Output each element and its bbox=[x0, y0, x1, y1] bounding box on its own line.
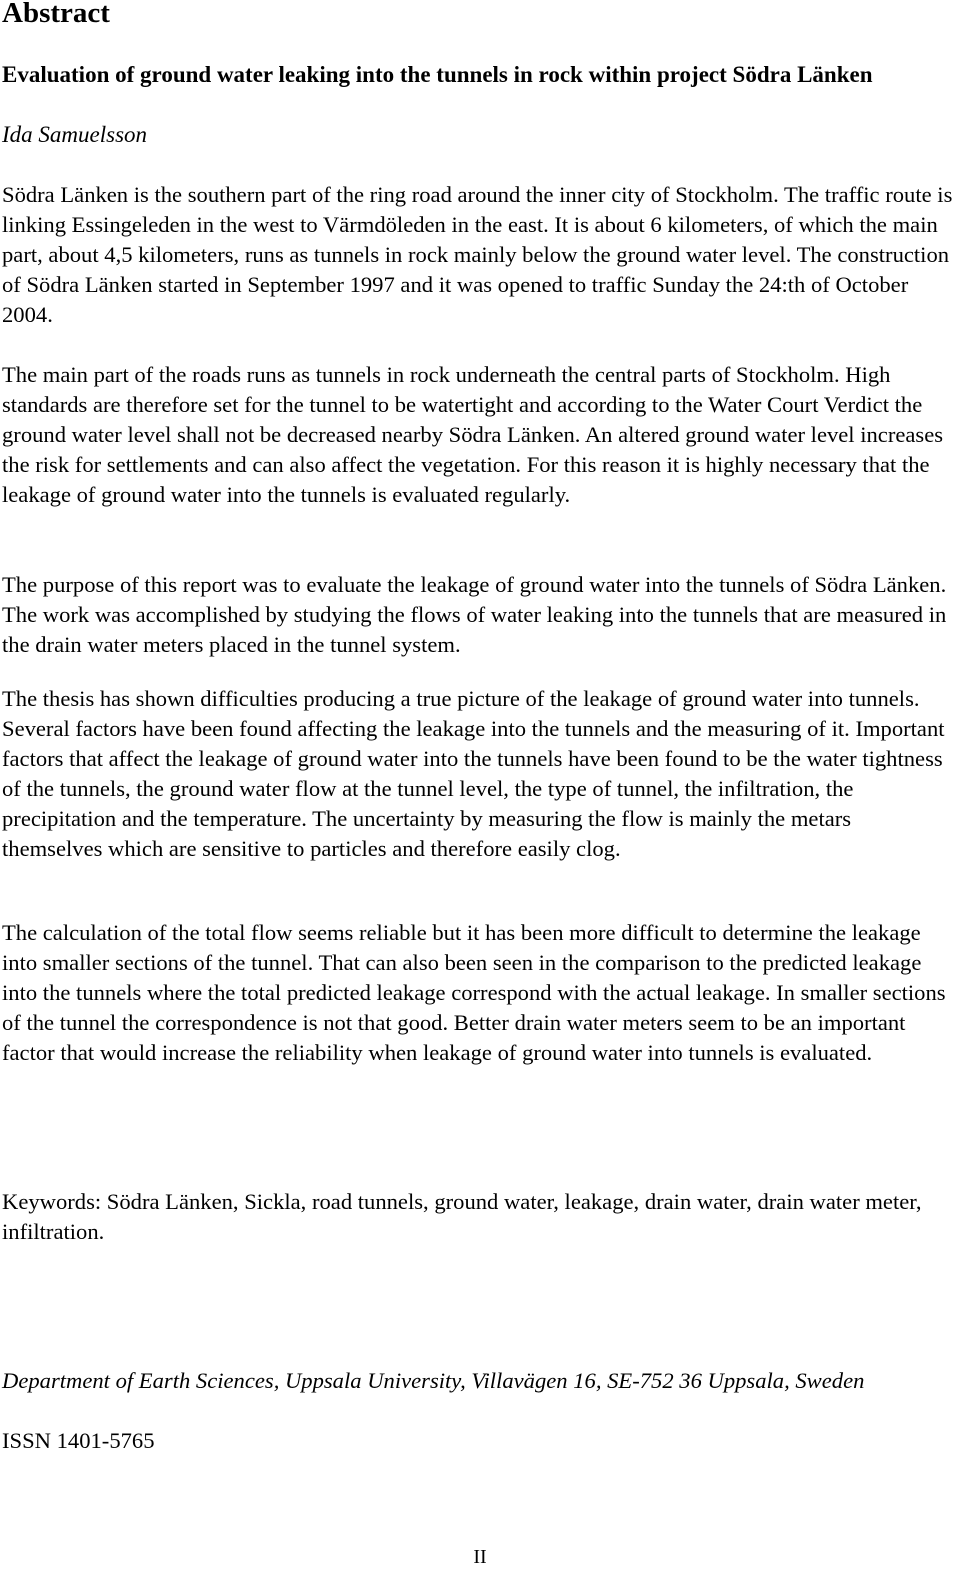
abstract-paragraph: The calculation of the total flow seems reliable but it has been more difficult to determine the leakage into smaller sections of the tunnel. That can also been seen in the comparison to the predicted leakage into the tunnels where the total predicted leakage correspond with the actual leakage. In smaller sections of the tunnel the correspondence is not that good. Better drain water meters seem to be an important factor that would increase the reliability when leakage of ground water into tunnels is evaluated. bbox=[2, 920, 946, 1065]
abstract-paragraph: The main part of the roads runs as tunnels in rock underneath the central parts of Stockholm. High standards are therefore set for the tunnel to be watertight and according to the Water Court Verdict the ground water level shall not be decreased nearby Södra Länken. An altered ground water level increases the risk for settlements and can also affect the vegetation. For this reason it is highly necessary that the leakage of ground water into the tunnels is evaluated regularly. bbox=[2, 362, 944, 507]
thesis-title: Evaluation of ground water leaking into the tunnels in rock within project Södra Länken bbox=[2, 62, 873, 87]
abstract-paragraph: Södra Länken is the southern part of the ring road around the inner city of Stockholm. The traffic route is linking Essingeleden in the west to Värmdöleden in the east. It is about 6 kilometers, of which the main part, about 4,5 kilometers, runs as tunnels in rock mainly below the ground water level. The construction of Södra Länken started in September 1997 and it was opened to traffic Sunday the 24:th of October 2004. bbox=[2, 182, 953, 327]
page-heading: Abstract bbox=[2, 0, 110, 29]
author-name: Ida Samuelsson bbox=[2, 122, 148, 147]
abstract-paragraph: The purpose of this report was to evaluate the leakage of ground water into the tunnels of Södra Länken. The work was accomplished by studying the flows of water leaking into the tunnels that are measured in the drain water meters placed in the tunnel system. bbox=[2, 572, 947, 657]
abstract-paragraph: The thesis has shown difficulties producing a true picture of the leakage of ground water into tunnels. Several factors have been found affecting the leakage into the tunnels and the measuring of it. Important factors that affect the leakage of ground water into the tunnels have been found to be the water tightness of the tunnels, the ground water flow at the tunnel level, the type of tunnel, the infiltration, the precipitation and the temperature. The uncertainty by measuring the flow is mainly the metars themselves which are sensitive to particles and therefore easily clog. bbox=[2, 686, 945, 861]
issn: ISSN 1401-5765 bbox=[2, 1428, 155, 1453]
page-number: II bbox=[473, 1546, 487, 1568]
affiliation: Department of Earth Sciences, Uppsala University, Villavägen 16, SE-752 36 Uppsala, Sweden bbox=[2, 1368, 865, 1393]
keywords: Keywords: Södra Länken, Sickla, road tunnels, ground water, leakage, drain water, drain water meter, infiltration. bbox=[2, 1189, 922, 1244]
